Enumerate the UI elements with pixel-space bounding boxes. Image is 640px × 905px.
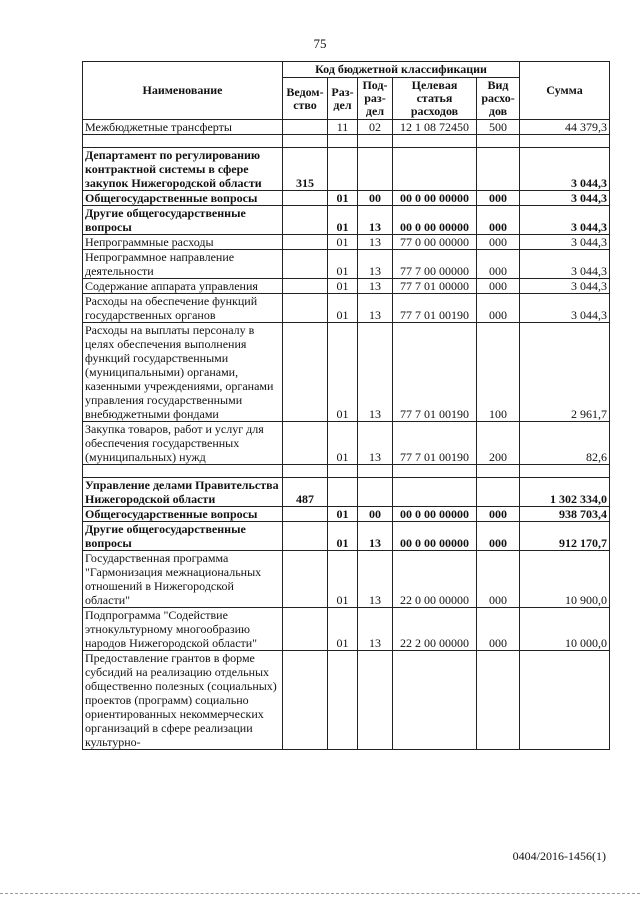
row-name: Другие общегосударственные вопросы: [83, 522, 283, 551]
empty-cell: [328, 465, 358, 478]
row-vid-rashodov: 000: [477, 206, 520, 235]
header-name: Наименование: [83, 62, 283, 120]
row-vid-rashodov: 000: [477, 608, 520, 651]
row-vedomstvo: [283, 235, 328, 250]
row-name: Другие общегосударственные вопросы: [83, 206, 283, 235]
table-row: [83, 279, 610, 294]
table-row: [83, 206, 610, 235]
row-vid-rashodov: 000: [477, 294, 520, 323]
row-vedomstvo: [283, 323, 328, 422]
row-vid-rashodov: 100: [477, 323, 520, 422]
row-vedomstvo: [283, 294, 328, 323]
row-vedomstvo: [283, 651, 328, 750]
row-vid-rashodov: 000: [477, 522, 520, 551]
row-name: Расходы на выплаты персоналу в целях обеспечения выполнения функций государственными (муниципальными) органами, казенными учреждениями, органами управления государственными внебюджетными фондами: [83, 323, 283, 422]
row-podrazdel: 13: [358, 551, 393, 608]
table-row: [83, 148, 610, 191]
row-name: Подпрограмма "Содействие этнокультурному многообразию народов Нижегородской области": [83, 608, 283, 651]
row-razdel: 01: [328, 522, 358, 551]
row-podrazdel: 13: [358, 235, 393, 250]
row-celevaya-statya: 77 7 00 00000: [393, 250, 477, 279]
table-row: [83, 478, 610, 507]
empty-cell: [520, 465, 610, 478]
row-name: Расходы на обеспечение функций государственных органов: [83, 294, 283, 323]
header-podrazdel: Под-раз-дел: [358, 78, 393, 120]
row-razdel: 01: [328, 235, 358, 250]
row-vid-rashodov: 000: [477, 235, 520, 250]
row-sum: 1 302 334,0: [520, 478, 610, 507]
header-classification-group: Код бюджетной классификации: [283, 62, 520, 78]
row-razdel: [328, 478, 358, 507]
row-celevaya-statya: 77 7 01 00190: [393, 294, 477, 323]
table-row: [83, 294, 610, 323]
row-podrazdel: 13: [358, 608, 393, 651]
row-vedomstvo: [283, 422, 328, 465]
row-vid-rashodov: 000: [477, 250, 520, 279]
row-razdel: 01: [328, 551, 358, 608]
empty-cell: [393, 135, 477, 148]
row-podrazdel: 13: [358, 294, 393, 323]
row-podrazdel: 13: [358, 323, 393, 422]
row-razdel: 01: [328, 294, 358, 323]
header-celevaya-statya: Целевая статья расходов: [393, 78, 477, 120]
row-celevaya-statya: 00 0 00 00000: [393, 507, 477, 522]
row-celevaya-statya: [393, 148, 477, 191]
row-podrazdel: 13: [358, 250, 393, 279]
table-row: [83, 522, 610, 551]
row-celevaya-statya: 00 0 00 00000: [393, 206, 477, 235]
empty-cell: [83, 135, 283, 148]
row-celevaya-statya: 77 0 00 00000: [393, 235, 477, 250]
row-podrazdel: 13: [358, 422, 393, 465]
row-podrazdel: 13: [358, 206, 393, 235]
empty-cell: [283, 135, 328, 148]
row-sum: 10 000,0: [520, 608, 610, 651]
table-row: [83, 422, 610, 465]
row-name: Государственная программа "Гармонизация межнациональных отношений в Нижегородской области": [83, 551, 283, 608]
header-vid-rashodov: Вид расхо-дов: [477, 78, 520, 120]
row-celevaya-statya: 77 7 01 00190: [393, 323, 477, 422]
row-celevaya-statya: 00 0 00 00000: [393, 191, 477, 206]
row-sum: 3 044,3: [520, 191, 610, 206]
table-row: [83, 250, 610, 279]
empty-cell: [358, 465, 393, 478]
row-name: Закупка товаров, работ и услуг для обеспечения государственных (муниципальных) нужд: [83, 422, 283, 465]
row-vid-rashodov: 000: [477, 279, 520, 294]
table-body: [83, 120, 610, 750]
table-row: [83, 651, 610, 750]
row-razdel: [328, 148, 358, 191]
row-sum: 3 044,3: [520, 235, 610, 250]
empty-cell: [477, 135, 520, 148]
spacer-row: [83, 465, 610, 478]
row-sum: 3 044,3: [520, 279, 610, 294]
table-row: [83, 608, 610, 651]
row-name: Межбюджетные трансферты: [83, 120, 283, 135]
row-podrazdel: [358, 148, 393, 191]
row-name: Общегосударственные вопросы: [83, 191, 283, 206]
row-razdel: 01: [328, 608, 358, 651]
row-celevaya-statya: 77 7 01 00190: [393, 422, 477, 465]
row-razdel: 01: [328, 250, 358, 279]
row-name: Предоставление грантов в форме субсидий на реализацию отдельных общественно полезных (социальных) проектов (программ) социально ориентированных некоммерческих организаций в сфере реализации культурно-: [83, 651, 283, 750]
row-podrazdel: 13: [358, 522, 393, 551]
row-vid-rashodov: [477, 478, 520, 507]
row-name: Содержание аппарата управления: [83, 279, 283, 294]
row-sum: 44 379,3: [520, 120, 610, 135]
row-vid-rashodov: [477, 148, 520, 191]
bottom-divider: [0, 893, 640, 894]
row-celevaya-statya: 00 0 00 00000: [393, 522, 477, 551]
row-vid-rashodov: 000: [477, 551, 520, 608]
row-razdel: 11: [328, 120, 358, 135]
row-celevaya-statya: [393, 478, 477, 507]
row-celevaya-statya: 22 2 00 00000: [393, 608, 477, 651]
row-podrazdel: [358, 478, 393, 507]
empty-cell: [520, 135, 610, 148]
row-celevaya-statya: [393, 651, 477, 750]
row-vedomstvo: 487: [283, 478, 328, 507]
row-sum: 3 044,3: [520, 148, 610, 191]
row-razdel: 01: [328, 191, 358, 206]
row-sum: 3 044,3: [520, 294, 610, 323]
page-number: 75: [313, 36, 327, 51]
row-celevaya-statya: 22 0 00 00000: [393, 551, 477, 608]
row-razdel: 01: [328, 422, 358, 465]
table-row: [83, 120, 610, 135]
row-sum: [520, 651, 610, 750]
table-row: [83, 551, 610, 608]
empty-cell: [477, 465, 520, 478]
row-vedomstvo: [283, 551, 328, 608]
row-podrazdel: 13: [358, 279, 393, 294]
row-sum: 938 703,4: [520, 507, 610, 522]
document-code: 0404/2016-1456(1): [512, 849, 606, 863]
table-row: [83, 191, 610, 206]
row-celevaya-statya: 12 1 08 72450: [393, 120, 477, 135]
empty-cell: [328, 135, 358, 148]
row-vedomstvo: [283, 191, 328, 206]
empty-cell: [283, 465, 328, 478]
row-vid-rashodov: [477, 651, 520, 750]
row-razdel: 01: [328, 206, 358, 235]
row-podrazdel: 00: [358, 507, 393, 522]
row-vedomstvo: [283, 250, 328, 279]
row-sum: 912 170,7: [520, 522, 610, 551]
row-razdel: 01: [328, 323, 358, 422]
row-name: Департамент по регулированию контрактной системы в сфере закупок Нижегородской области: [83, 148, 283, 191]
header-razdel: Раз-дел: [328, 78, 358, 120]
row-vedomstvo: 315: [283, 148, 328, 191]
row-vid-rashodov: 000: [477, 507, 520, 522]
table-row: [83, 235, 610, 250]
row-name: Управление делами Правительства Нижегородской области: [83, 478, 283, 507]
row-vedomstvo: [283, 522, 328, 551]
row-celevaya-statya: 77 7 01 00000: [393, 279, 477, 294]
row-name: Непрограммное направление деятельности: [83, 250, 283, 279]
row-sum: 82,6: [520, 422, 610, 465]
row-vedomstvo: [283, 507, 328, 522]
table-row: [83, 323, 610, 422]
row-podrazdel: [358, 651, 393, 750]
row-podrazdel: 02: [358, 120, 393, 135]
header-vedomstvo: Ведом-ство: [283, 78, 328, 120]
row-razdel: 01: [328, 279, 358, 294]
row-podrazdel: 00: [358, 191, 393, 206]
row-razdel: 01: [328, 507, 358, 522]
row-name: Общегосударственные вопросы: [83, 507, 283, 522]
row-sum: 3 044,3: [520, 206, 610, 235]
row-sum: 10 900,0: [520, 551, 610, 608]
row-vid-rashodov: 000: [477, 191, 520, 206]
row-vedomstvo: [283, 206, 328, 235]
row-vid-rashodov: 200: [477, 422, 520, 465]
row-name: Непрограммные расходы: [83, 235, 283, 250]
row-sum: 3 044,3: [520, 250, 610, 279]
row-sum: 2 961,7: [520, 323, 610, 422]
empty-cell: [358, 135, 393, 148]
row-vid-rashodov: 500: [477, 120, 520, 135]
spacer-row: [83, 135, 610, 148]
budget-table: [82, 61, 610, 750]
row-vedomstvo: [283, 608, 328, 651]
row-razdel: [328, 651, 358, 750]
header-sum: Сумма: [520, 62, 610, 120]
row-vedomstvo: [283, 120, 328, 135]
table-row: [83, 507, 610, 522]
empty-cell: [83, 465, 283, 478]
empty-cell: [393, 465, 477, 478]
row-vedomstvo: [283, 279, 328, 294]
